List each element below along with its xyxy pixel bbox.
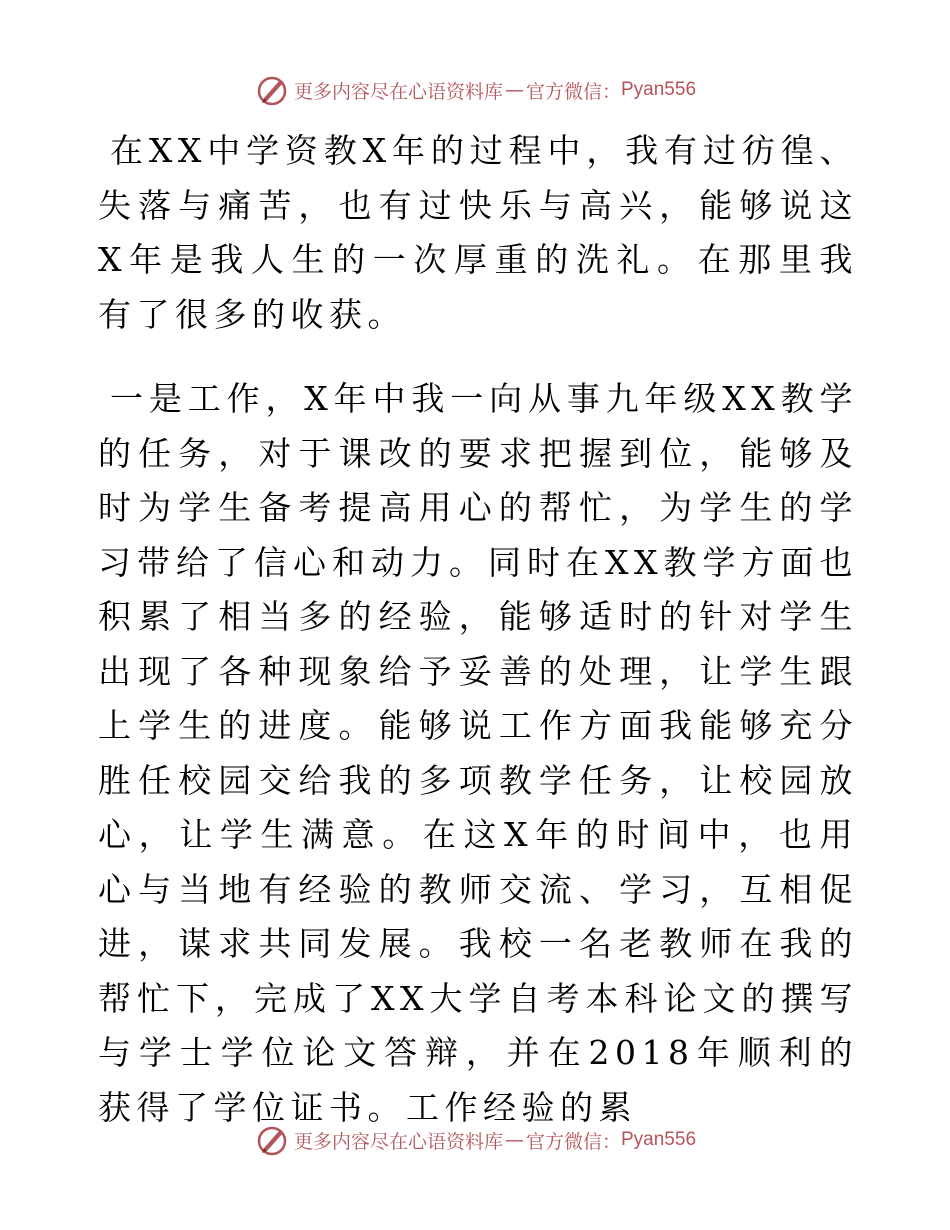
header-watermark	[0, 70, 950, 110]
document-body	[98, 124, 858, 1135]
paragraph-1: 在XX中学资教X年的过程中，我有过彷徨、失落与痛苦，也有过快乐与高兴，能够说这X年是我人生的一次厚重的洗礼。在那里我有了很多的收获。	[98, 131, 858, 334]
logo-icon	[254, 72, 290, 108]
header-watermark-text: 更多内容尽在心语资料库	[293, 80, 503, 103]
footer-watermark	[0, 1120, 950, 1160]
paragraph-2: 一是工作，X年中我一向从事九年级XX教学的任务，对于课改的要求把握到位，能够及时为学生备考提高用心的帮忙，为学生的学习带给了信心和动力。同时在XX教学方面也积累了相当多的经验，能够适时的针对学生出现了各种现象给予妥善的处理，让学生跟上学生的进度。能够说工作方面我能够充分胜任校园交给我的多项教学任务，让校园放心，让学生满意。在这X年的时间中，也用心与当地有经验的教师交流、学习，互相促进，谋求共同发展。我校一名老教师在我的帮忙下，完成了XX大学自考本科论文的撰写与学士学位论文答辩，并在2018年顺利的获得了学位证书。工作经验的累	[98, 379, 858, 1127]
header-contact-label: 官方微信：	[525, 80, 621, 103]
logo-icon	[254, 1122, 290, 1158]
header-separator: —	[504, 79, 524, 101]
footer-watermark-text: 更多内容尽在心语资料库	[293, 1130, 503, 1153]
footer-separator: —	[504, 1129, 524, 1151]
header-contact-id: Pyan556	[621, 79, 697, 100]
footer-contact-id: Pyan556	[621, 1129, 697, 1150]
footer-contact-label: 官方微信：	[525, 1130, 621, 1153]
